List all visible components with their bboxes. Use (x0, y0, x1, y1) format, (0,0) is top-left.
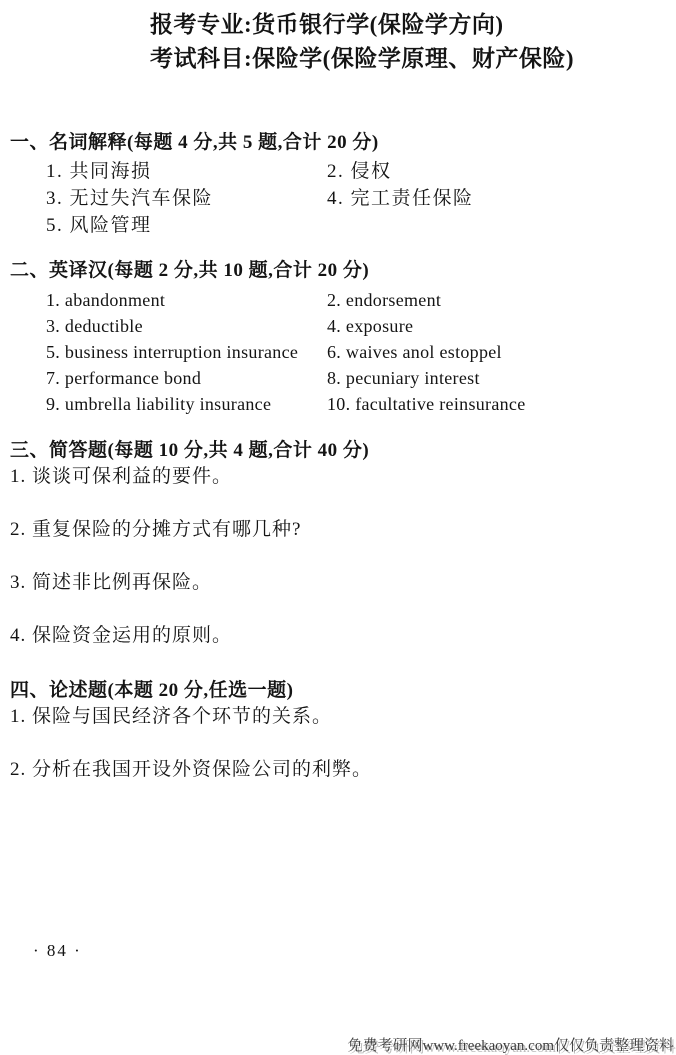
section-essay-questions (10, 707, 676, 780)
term-item-2: 2. 侵权 (327, 161, 392, 182)
section-translation-items (46, 287, 676, 417)
term-item-4: 4. 完工责任保险 (327, 188, 474, 209)
short-answer-question-2: 2. 重复保险的分摊方式有哪几种? (10, 519, 302, 540)
translation-item-7: 7. performance bond (46, 368, 202, 388)
translation-item-1: 1. abandonment (46, 290, 166, 310)
section-short-answer-questions (10, 467, 676, 646)
short-answer-question-1: 1. 谈谈可保利益的要件。 (10, 466, 233, 487)
section-term-definitions (10, 131, 676, 239)
term-item-1: 1. 共同海损 (46, 161, 152, 182)
translation-item-5: 5. business interruption insurance (46, 342, 299, 362)
translation-item-9: 9. umbrella liability insurance (46, 394, 272, 414)
section-essay-title: 四、论述题(本题 20 分,任选一题) (10, 680, 294, 701)
section-essay (10, 679, 676, 813)
footer-watermark: 免费考研网www.freekaoyan.com仅仅负责整理资料 (347, 1038, 674, 1054)
translation-item-10: 10. facultative reinsurance (327, 394, 526, 414)
term-item-3: 3. 无过失汽车保险 (46, 188, 214, 209)
translation-item-4: 4. exposure (327, 316, 414, 336)
section-translation-title: 二、英译汉(每题 2 分,共 10 题,合计 20 分) (10, 260, 370, 281)
short-answer-question-4: 4. 保险资金运用的原则。 (10, 625, 233, 646)
essay-question-1: 1. 保险与国民经济各个环节的关系。 (10, 706, 333, 727)
applied-major-line: 报考专业:货币银行学(保险学方向) (150, 12, 504, 37)
translation-item-8: 8. pecuniary interest (327, 368, 480, 388)
section-translation (10, 259, 676, 417)
section-term-definitions-title: 一、名词解释(每题 4 分,共 5 题,合计 20 分) (10, 132, 379, 153)
section-term-definitions-items (46, 158, 676, 239)
essay-question-2: 2. 分析在我国开设外资保险公司的利弊。 (10, 759, 373, 780)
exam-subject-line: 考试科目:保险学(保险学原理、财产保险) (150, 46, 574, 71)
translation-item-2: 2. endorsement (327, 290, 442, 310)
short-answer-question-3: 3. 简述非比例再保险。 (10, 572, 213, 593)
exam-header (150, 8, 574, 76)
section-short-answer (10, 439, 676, 679)
translation-item-6: 6. waives anol estoppel (327, 342, 502, 362)
translation-item-3: 3. deductible (46, 316, 143, 336)
page-number: · 84 · (33, 941, 82, 960)
section-short-answer-title: 三、简答题(每题 10 分,共 4 题,合计 40 分) (10, 440, 370, 461)
term-item-5: 5. 风险管理 (46, 215, 152, 236)
